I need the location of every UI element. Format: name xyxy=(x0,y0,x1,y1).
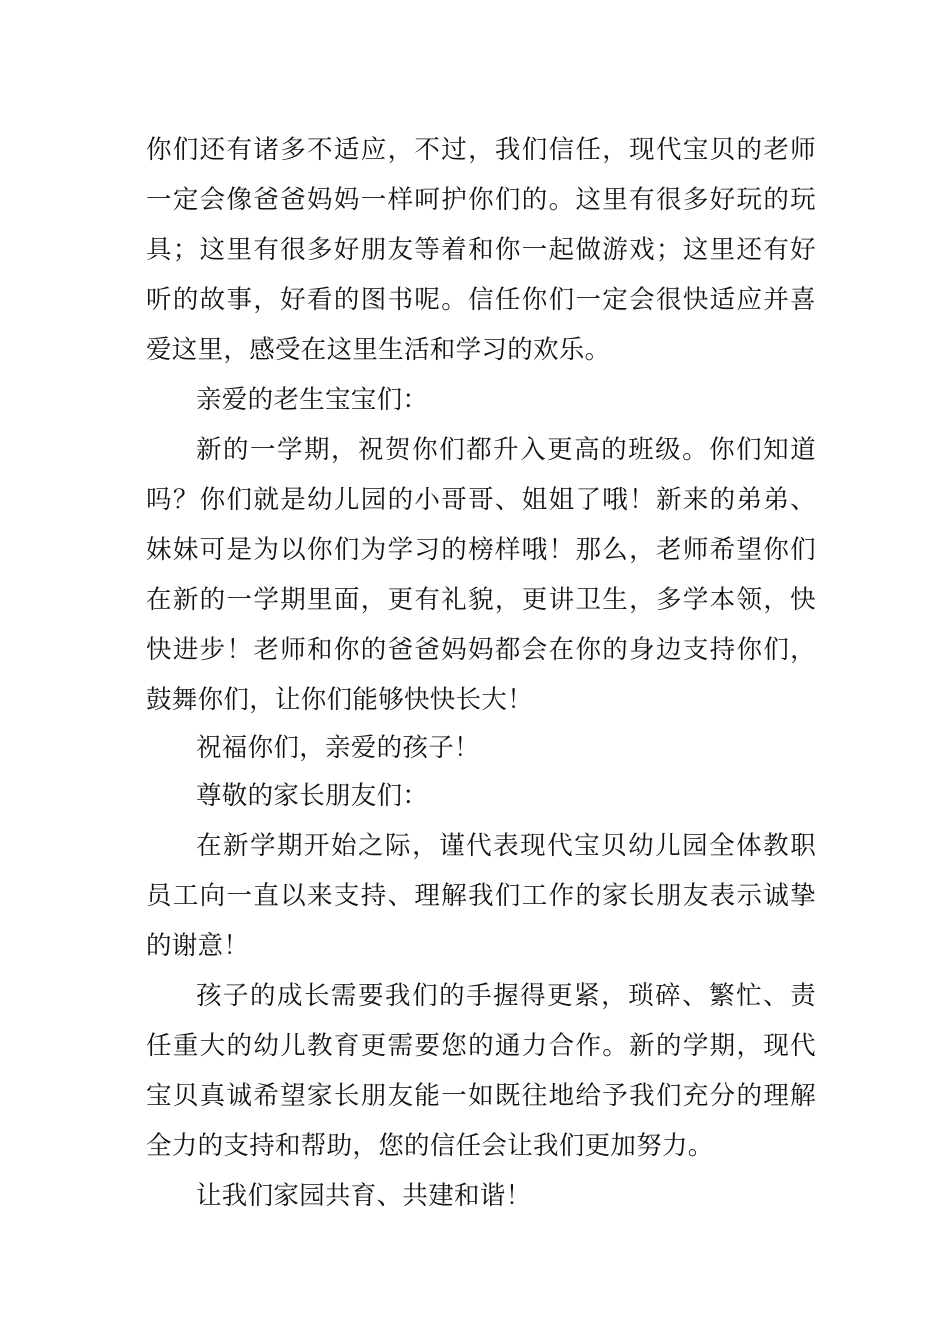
paragraph-line: 听的故事，好看的图书呢。信任你们一定会很快适应并喜 xyxy=(146,285,816,315)
paragraph-line: 在新的一学期里面，更有礼貌，更讲卫生，多学本领，快 xyxy=(146,585,816,615)
salutation-old-students: 亲爱的老生宝宝们： xyxy=(196,385,429,415)
paragraph-line: 的谢意！ xyxy=(146,931,250,961)
paragraph-line: 员工向一直以来支持、理解我们工作的家长朋友表示诚挚 xyxy=(146,881,816,911)
paragraph-line: 新的一学期，祝贺你们都升入更高的班级。你们知道 xyxy=(196,435,816,465)
paragraph-line: 鼓舞你们，让你们能够快快长大！ xyxy=(146,685,534,715)
paragraph-line: 爱这里，感受在这里生活和学习的欢乐。 xyxy=(146,335,611,365)
paragraph-line: 全力的支持和帮助，您的信任会让我们更加努力。 xyxy=(146,1131,714,1161)
paragraph-line: 吗？你们就是幼儿园的小哥哥、姐姐了哦！新来的弟弟、 xyxy=(146,485,816,515)
blessing-line: 祝福你们，亲爱的孩子！ xyxy=(196,733,480,763)
closing-line: 让我们家园共育、共建和谐！ xyxy=(196,1181,532,1211)
paragraph-line: 快进步！老师和你的爸爸妈妈都会在你的身边支持你们， xyxy=(146,635,816,665)
paragraph-line: 宝贝真诚希望家长朋友能一如既往地给予我们充分的理解 xyxy=(146,1081,816,1111)
paragraph-line: 你们还有诸多不适应，不过，我们信任，现代宝贝的老师 xyxy=(146,135,816,165)
paragraph-line: 一定会像爸爸妈妈一样呵护你们的。这里有很多好玩的玩 xyxy=(146,185,816,215)
paragraph-line: 任重大的幼儿教育更需要您的通力合作。新的学期，现代 xyxy=(146,1031,816,1061)
salutation-parents: 尊敬的家长朋友们： xyxy=(196,781,429,811)
paragraph-line: 妹妹可是为以你们为学习的榜样哦！那么，老师希望你们 xyxy=(146,535,816,565)
paragraph-line: 孩子的成长需要我们的手握得更紧，琐碎、繁忙、责 xyxy=(196,981,816,1011)
paragraph-line: 具；这里有很多好朋友等着和你一起做游戏；这里还有好 xyxy=(146,235,816,265)
paragraph-line: 在新学期开始之际，谨代表现代宝贝幼儿园全体教职 xyxy=(196,831,816,861)
